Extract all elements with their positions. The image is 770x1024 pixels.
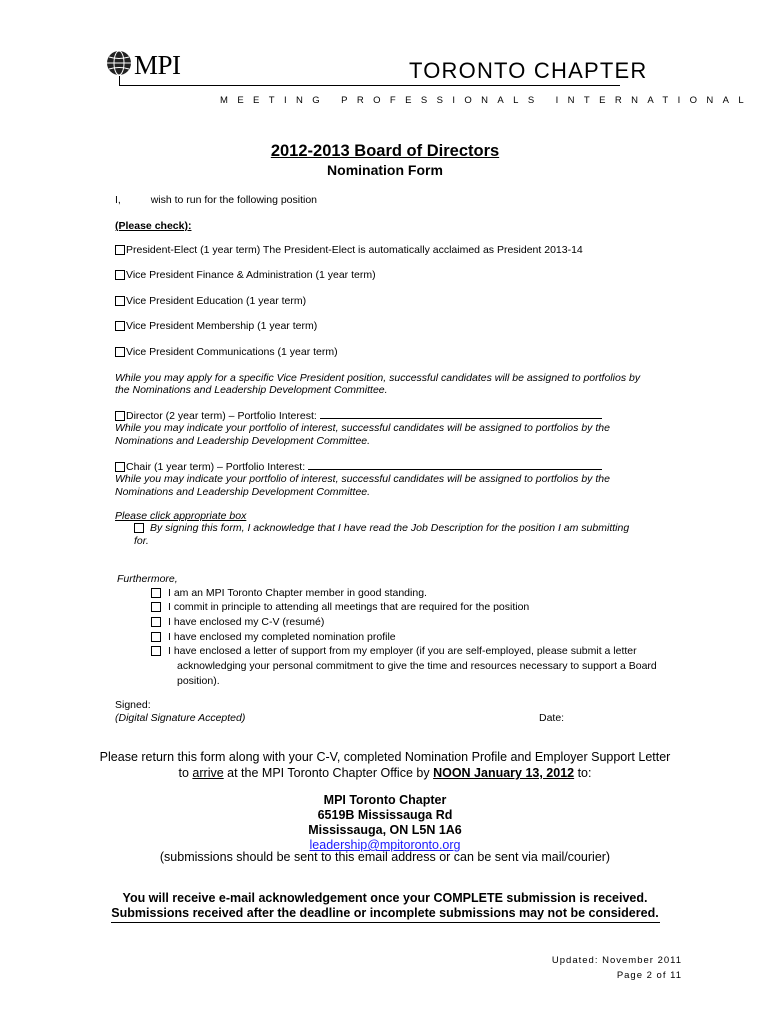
position-option-vp-finance[interactable]	[115, 268, 376, 282]
chapter-name: TORONTO CHAPTER	[409, 58, 648, 83]
bottom-divider	[111, 922, 660, 923]
return-text: to	[178, 766, 193, 780]
header-divider	[119, 85, 620, 86]
position-option-vp-education[interactable]	[115, 294, 306, 308]
page-number: Page 2 of 11	[616, 970, 682, 981]
checkbox[interactable]	[115, 321, 125, 331]
signed-label: Signed:	[115, 699, 151, 711]
date-label: Date:	[539, 712, 565, 724]
furthermore-item-label: I have enclosed a letter of support from my employer (if you are self-employed, please submit a letter	[168, 645, 637, 657]
position-label: Vice President Communications (1 year term)	[126, 346, 338, 358]
chair-label: Chair (1 year term) – Portfolio Interest:	[126, 461, 306, 473]
checkbox[interactable]	[115, 347, 125, 357]
furthermore-item[interactable]	[151, 586, 427, 600]
page-subtitle: Nomination Form	[327, 162, 443, 178]
checkbox[interactable]	[115, 411, 125, 421]
intro-line	[115, 193, 317, 207]
chair-portfolio-field[interactable]	[308, 459, 602, 470]
checkbox[interactable]	[115, 462, 125, 472]
checkbox[interactable]	[151, 602, 161, 612]
signature-note: (Digital Signature Accepted)	[115, 712, 246, 724]
checkbox[interactable]	[115, 296, 125, 306]
return-instructions: Please return this form along with your C-V, completed Nomination Profile and Employer Support Letter	[99, 750, 671, 764]
return-deadline-line	[0, 766, 770, 780]
address-note: (submissions should be sent to this email address or can be sent via mail/courier)	[159, 850, 611, 864]
director-portfolio-field[interactable]	[320, 408, 602, 419]
furthermore-item[interactable]	[151, 600, 529, 614]
page-title: 2012-2013 Board of Directors	[270, 142, 500, 160]
address-street: 6519B Mississauga Rd	[317, 808, 453, 822]
intro-i: I,	[115, 194, 121, 206]
ack-text: By signing this form, I acknowledge that I have read the Job Description for the position I am submitting	[150, 522, 630, 534]
position-label: Vice President Education (1 year term)	[126, 295, 307, 307]
closing-line: You will receive e-mail acknowledgement once your COMPLETE submission is received.	[122, 891, 648, 905]
please-check-label: (Please check):	[115, 220, 192, 232]
updated-date: Updated: November 2011	[551, 955, 682, 966]
furthermore-item-cont: position).	[177, 675, 220, 687]
furthermore-item[interactable]	[151, 615, 324, 629]
furthermore-item[interactable]	[151, 630, 396, 644]
email-link[interactable]: leadership@mpitoronto.org	[309, 838, 461, 852]
furthermore-item-cont: acknowledging your personal commitment to give the time and resources necessary to support a Board	[177, 660, 657, 672]
position-option-vp-membership[interactable]	[115, 319, 317, 333]
director-label: Director (2 year term) – Portfolio Interest:	[126, 410, 317, 422]
furthermore-item[interactable]	[151, 644, 637, 658]
director-note-line: While you may indicate your portfolio of interest, successful candidates will be assigned to portfolios by the	[115, 422, 610, 434]
organization-full-name: MEETING PROFESSIONALS INTERNATIONAL	[220, 95, 754, 106]
ack-checkbox-row[interactable]	[134, 521, 629, 535]
chair-note-line: Nominations and Leadership Development Committee.	[115, 486, 371, 498]
checkbox[interactable]	[151, 588, 161, 598]
position-option-president-elect[interactable]	[115, 243, 583, 257]
closing-line: Submissions received after the deadline or incomplete submissions may not be considered.	[111, 906, 659, 920]
position-option-vp-communications[interactable]	[115, 345, 338, 359]
checkbox[interactable]	[115, 245, 125, 255]
checkbox[interactable]	[134, 523, 144, 533]
mpi-logo-text: MPI	[134, 50, 181, 80]
furthermore-item-label: I have enclosed my completed nomination profile	[168, 631, 396, 643]
return-text: at the MPI Toronto Chapter Office by	[223, 766, 434, 780]
vp-note-line: While you may apply for a specific Vice President position, successful candidates will be assigned to portfolios by	[115, 372, 641, 384]
address-name: MPI Toronto Chapter	[323, 793, 447, 807]
ack-heading: Please click appropriate box	[115, 510, 247, 522]
furthermore-item-label: I commit in principle to attending all meetings that are required for the position	[168, 601, 530, 613]
arrive-word: arrive	[192, 766, 224, 780]
chair-note-line: While you may indicate your portfolio of interest, successful candidates will be assigned to portfolios by the	[115, 473, 610, 485]
furthermore-item-label: I am an MPI Toronto Chapter member in good standing.	[168, 587, 427, 599]
position-label: President-Elect (1 year term) The President-Elect is automatically acclaimed as President 2013-14	[126, 244, 583, 256]
checkbox[interactable]	[151, 632, 161, 642]
deadline: NOON January 13, 2012	[433, 766, 575, 780]
furthermore-item-label: I have enclosed my C-V (resumé)	[168, 616, 325, 628]
ack-text-cont: for.	[134, 535, 149, 547]
intro-text: wish to run for the following position	[150, 194, 318, 206]
position-label: Vice President Membership (1 year term)	[126, 320, 318, 332]
return-text: to:	[574, 766, 592, 780]
checkbox[interactable]	[151, 617, 161, 627]
checkbox[interactable]	[151, 646, 161, 656]
director-note-line: Nominations and Leadership Development Committee.	[115, 435, 371, 447]
furthermore-heading: Furthermore,	[117, 573, 178, 585]
position-label: Vice President Finance & Administration (1 year term)	[126, 269, 376, 281]
mpi-globe-logo-icon	[106, 50, 132, 76]
address-city: Mississauga, ON L5N 1A6	[308, 823, 462, 837]
checkbox[interactable]	[115, 270, 125, 280]
vp-note-line: the Nominations and Leadership Development Committee.	[115, 384, 388, 396]
